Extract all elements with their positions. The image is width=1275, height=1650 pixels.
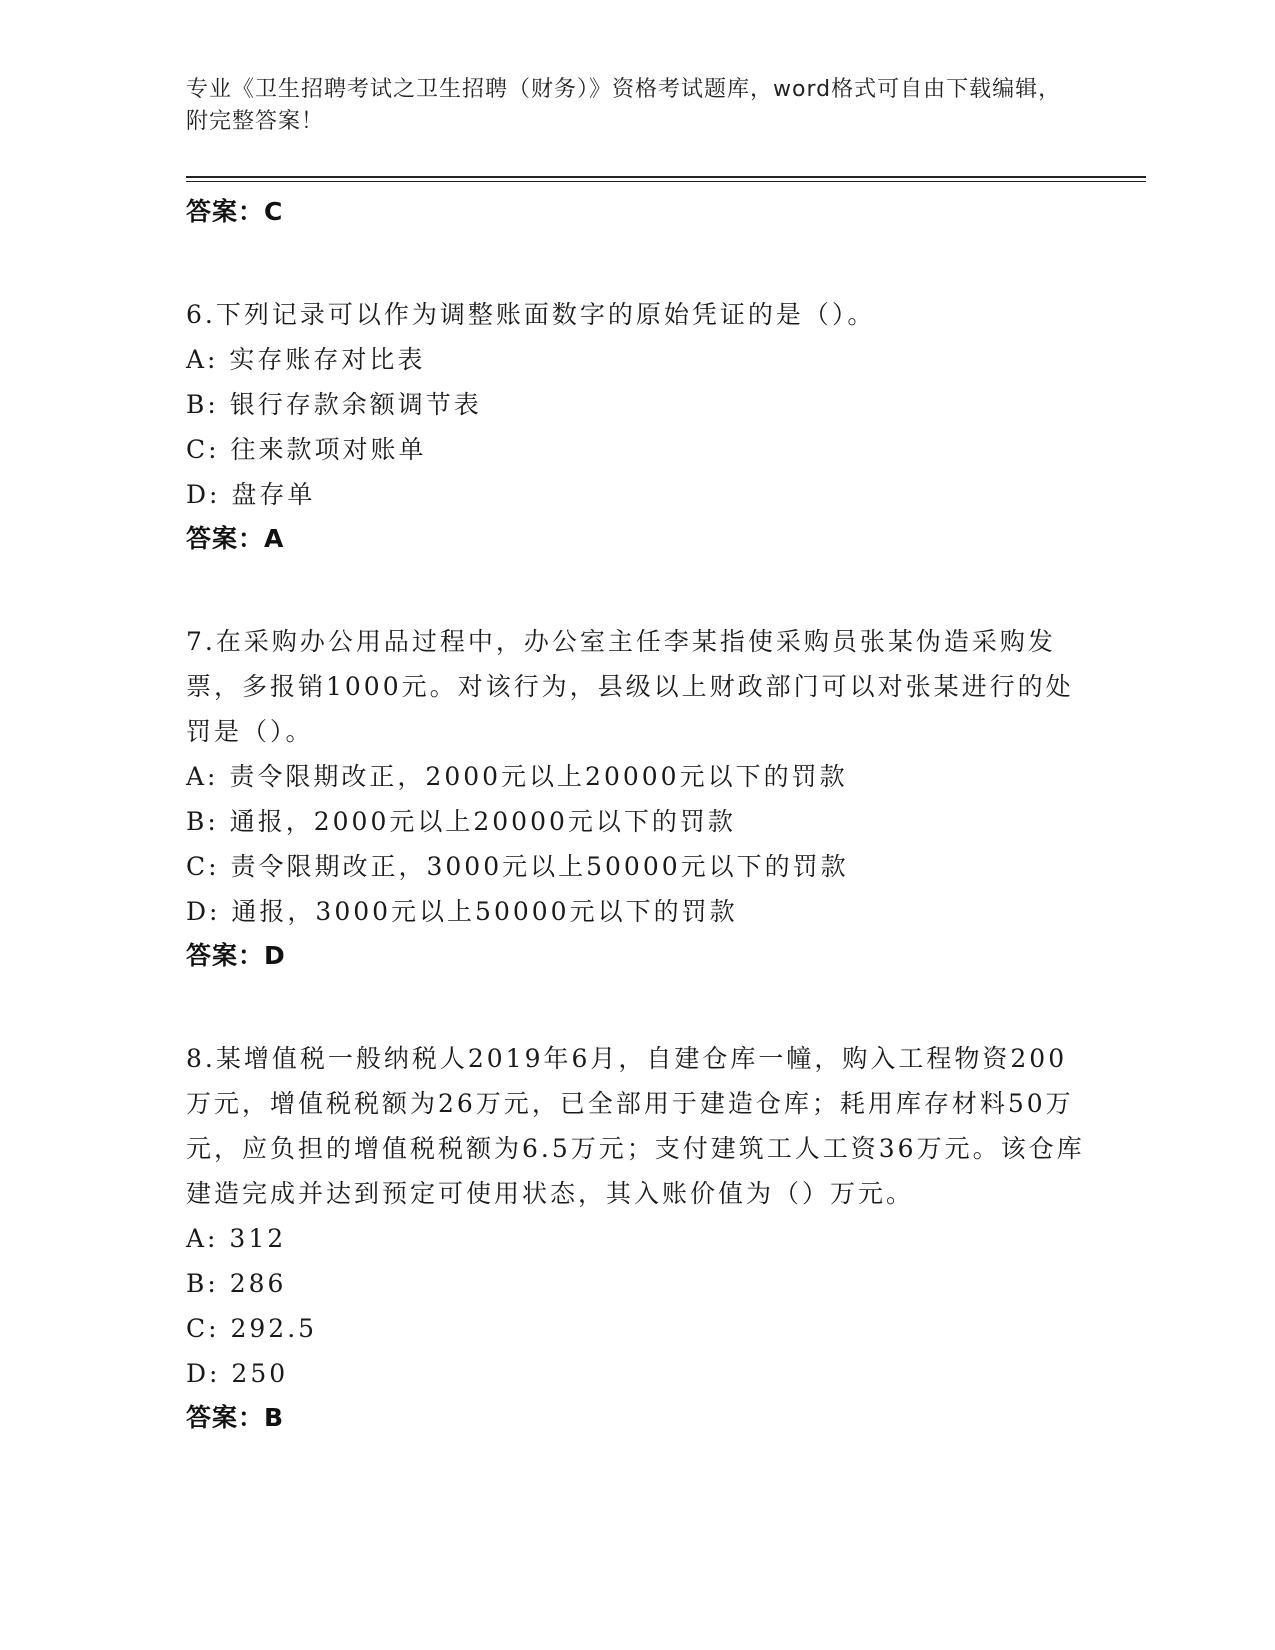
question-text: 6.下列记录可以作为调整账面数字的原始凭证的是（）。: [186, 300, 876, 329]
answer: 答案：B: [186, 1403, 285, 1432]
option-b: B: 通报，2000元以上20000元以下的罚款: [186, 807, 736, 836]
question-8: [186, 1036, 1086, 1440]
question-7: [186, 619, 1086, 978]
answer: 答案：D: [186, 941, 286, 970]
document-header: 专业《卫生招聘考试之卫生招聘（财务）》资格考试题库，word格式可自由下载编辑，附完整答案！: [186, 77, 1062, 134]
option-b: B: 银行存款余额调节表: [186, 390, 482, 419]
option-a: A: 312: [186, 1224, 287, 1253]
option-a: A: 实存账存对比表: [186, 345, 426, 374]
question-text: 8.某增值税一般纳税人2019年6月，自建仓库一幢，购入工程物资200万元，增值税税额为26万元，已全部用于建造仓库；耗用库存材料50万元，应负担的增值税税额为6.5万元；支付建筑工人工资36万元。该仓库建造完成并达到预定可使用状态，其入账价值为（）万元。: [186, 1044, 1085, 1208]
question-6: [186, 292, 1086, 561]
header-divider: [186, 176, 1146, 178]
question-text: 7.在采购办公用品过程中，办公室主任李某指使采购员张某伪造采购发票，多报销1000元。对该行为，县级以上财政部门可以对张某进行的处罚是（）。: [186, 627, 1074, 746]
option-a: A: 责令限期改正，2000元以上20000元以下的罚款: [186, 762, 848, 791]
spacer: [186, 978, 1086, 1036]
header-divider-thin: [186, 181, 1146, 182]
answer-previous: 答案：C: [186, 197, 284, 226]
option-c: C: 292.5: [186, 1314, 318, 1343]
spacer: [186, 234, 1086, 292]
option-d: D: 通报，3000元以上50000元以下的罚款: [186, 897, 738, 926]
option-d: D: 盘存单: [186, 480, 316, 509]
option-c: C: 责令限期改正，3000元以上50000元以下的罚款: [186, 852, 849, 881]
option-c: C: 往来款项对账单: [186, 435, 427, 464]
option-d: D: 250: [186, 1359, 289, 1388]
answer: 答案：A: [186, 524, 285, 553]
spacer: [186, 561, 1086, 619]
question-list: [186, 190, 1086, 1440]
option-b: B: 286: [186, 1269, 287, 1298]
